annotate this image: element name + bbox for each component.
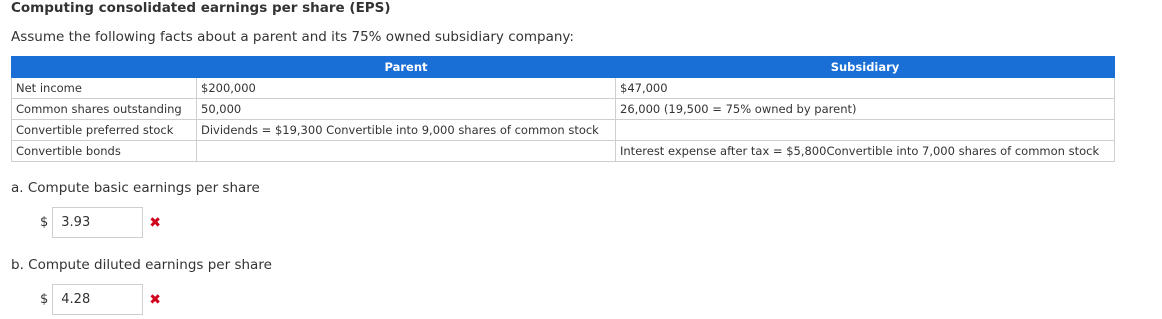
header-parent: Parent (197, 57, 616, 78)
table-row (12, 120, 1115, 141)
header-blank (12, 57, 197, 78)
intro-text: Assume the following facts about a parent and its 75% owned subsidiary company: (11, 29, 574, 45)
table-row (12, 141, 1115, 162)
subsidiary-cell: 26,000 (19,500 = 75% owned by parent) (616, 99, 1115, 120)
row-label: Convertible bonds (12, 141, 197, 162)
answer-b-group (40, 284, 161, 315)
table-header-row (12, 57, 1115, 78)
x-icon: ✖ (149, 214, 162, 231)
parent-cell: $200,000 (197, 78, 616, 99)
diluted-eps-input[interactable]: 4.28 (52, 284, 143, 315)
parent-cell: Dividends = $19,300 Convertible into 9,000 shares of common stock (197, 120, 616, 141)
facts-table (11, 56, 1115, 162)
page-title: Computing consolidated earnings per share (EPS) (11, 0, 391, 16)
subsidiary-cell: $47,000 (616, 78, 1115, 99)
question-a-prompt: a. Compute basic earnings per share (11, 180, 260, 196)
subsidiary-cell: Interest expense after tax = $5,800Convertible into 7,000 shares of common stock (616, 141, 1115, 162)
question-b-prompt: b. Compute diluted earnings per share (11, 257, 272, 273)
parent-cell (197, 141, 616, 162)
header-subsidiary: Subsidiary (616, 57, 1115, 78)
currency-symbol: $ (40, 292, 49, 307)
currency-symbol: $ (40, 215, 49, 230)
row-label: Convertible preferred stock (12, 120, 197, 141)
parent-cell: 50,000 (197, 99, 616, 120)
x-icon: ✖ (149, 291, 162, 308)
answer-a-group (40, 207, 161, 238)
table-row (12, 78, 1115, 99)
table-row (12, 99, 1115, 120)
basic-eps-input[interactable]: 3.93 (52, 207, 143, 238)
subsidiary-cell (616, 120, 1115, 141)
row-label: Net income (12, 78, 197, 99)
row-label: Common shares outstanding (12, 99, 197, 120)
